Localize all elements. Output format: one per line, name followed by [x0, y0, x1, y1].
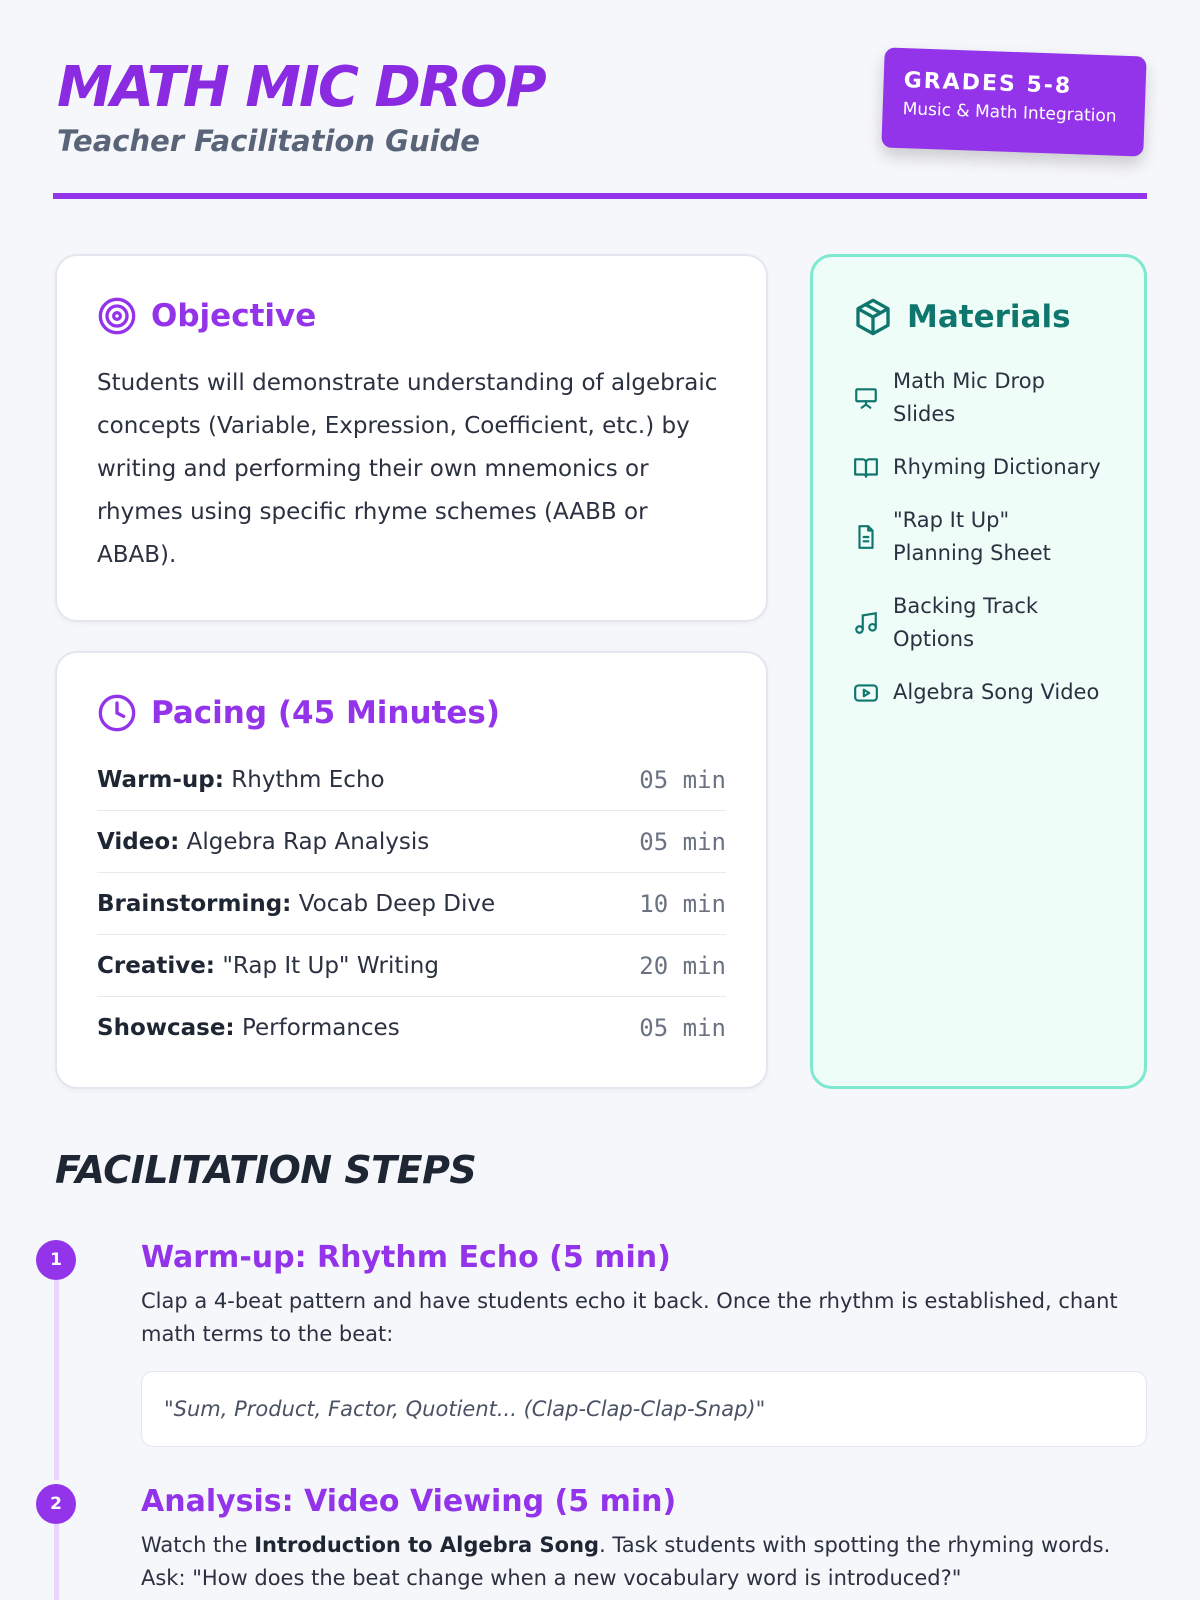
pacing-time: 05 min	[639, 827, 726, 856]
pacing-time: 20 min	[639, 951, 726, 980]
material-item	[853, 365, 1104, 431]
objective-text: Students will demonstrate understanding of algebraic concepts (Variable, Expression, Coefficient, etc.) by writing and performing their own mnemonics or rhymes using specific rhyme schemes (AABB or ABAB).	[97, 370, 718, 568]
pacing-activity: Rhythm Echo	[231, 766, 385, 793]
presentation-icon	[853, 385, 879, 411]
pacing-time: 05 min	[639, 765, 726, 794]
objective-card	[55, 254, 768, 622]
pacing-row	[97, 935, 726, 997]
header-divider	[53, 193, 1147, 199]
pacing-heading-row	[97, 693, 726, 733]
video-play-icon	[853, 680, 879, 706]
pacing-label: Warm-up:	[97, 766, 224, 793]
pacing-row	[97, 873, 726, 935]
materials-card	[810, 254, 1147, 1089]
clock-icon	[97, 693, 137, 733]
step-text-part: Watch the	[141, 1533, 255, 1557]
package-icon	[853, 297, 893, 337]
step-timeline-line	[54, 1280, 59, 1480]
step-title: Warm-up: Rhythm Echo (5 min)	[141, 1240, 671, 1275]
step-quote: "Sum, Product, Factor, Quotient... (Clap-Clap-Clap-Snap)"	[141, 1371, 1147, 1447]
pacing-label: Showcase:	[97, 1015, 235, 1041]
music-note-icon	[853, 610, 879, 636]
objective-heading: Objective	[151, 298, 317, 334]
pacing-activity: Vocab Deep Dive	[298, 890, 496, 917]
document-icon	[853, 524, 879, 550]
pacing-row	[97, 997, 726, 1059]
step-text	[141, 1529, 1147, 1595]
material-label: Math Mic Drop Slides	[893, 369, 1045, 426]
objective-heading-row	[97, 296, 726, 336]
material-item	[853, 451, 1104, 484]
step-2	[36, 1484, 1147, 1595]
step-body	[141, 1240, 1147, 1447]
pacing-time: 10 min	[639, 889, 726, 918]
pacing-card	[55, 651, 768, 1089]
step-text-part: . Task students with spotting the rhyming words. Ask: "How does the beat change when a new vocabulary word is introduced?"	[141, 1533, 1111, 1590]
page-header	[55, 52, 1147, 202]
step-number: 1	[36, 1240, 76, 1280]
step-body	[141, 1484, 1147, 1595]
badge-grade: GRADES 5-8	[903, 68, 1073, 100]
grade-badge	[881, 47, 1146, 156]
pacing-label: Brainstorming:	[97, 890, 292, 917]
page-title: MATH MIC DROP	[57, 55, 545, 120]
pacing-time: 05 min	[639, 1014, 726, 1042]
material-label: "Rap It Up" Planning Sheet	[893, 508, 1051, 565]
step-number: 2	[36, 1484, 76, 1524]
step-1	[36, 1240, 1147, 1447]
material-item	[853, 590, 1104, 656]
target-icon	[97, 296, 137, 336]
pacing-row	[97, 811, 726, 873]
material-label: Rhyming Dictionary	[893, 455, 1101, 479]
badge-subject: Music & Math Integration	[902, 99, 1117, 127]
page-subtitle: Teacher Facilitation Guide	[57, 124, 480, 158]
book-icon	[853, 455, 879, 481]
material-label: Backing Track Options	[893, 594, 1039, 651]
material-item	[853, 676, 1104, 709]
materials-heading-row	[853, 297, 1104, 337]
pacing-label: Creative:	[97, 952, 216, 979]
pacing-heading: Pacing (45 Minutes)	[151, 695, 501, 731]
step-title: Analysis: Video Viewing (5 min)	[141, 1484, 677, 1519]
pacing-activity: "Rap It Up" Writing	[222, 952, 439, 979]
materials-list	[853, 365, 1104, 709]
material-label: Algebra Song Video	[893, 680, 1100, 704]
steps-heading: FACILITATION STEPS	[55, 1148, 477, 1192]
pacing-label: Video:	[97, 828, 180, 855]
pacing-list	[97, 749, 726, 1059]
pacing-activity: Performances	[241, 1015, 400, 1041]
materials-heading: Materials	[907, 299, 1071, 335]
pacing-activity: Algebra Rap Analysis	[186, 828, 430, 855]
pacing-row	[97, 749, 726, 811]
step-text: Clap a 4-beat pattern and have students echo it back. Once the rhythm is established, chant math terms to the beat:	[141, 1289, 1118, 1346]
material-item	[853, 504, 1104, 570]
step-timeline-line	[54, 1524, 59, 1600]
step-text-bold: Introduction to Algebra Song	[254, 1533, 600, 1557]
